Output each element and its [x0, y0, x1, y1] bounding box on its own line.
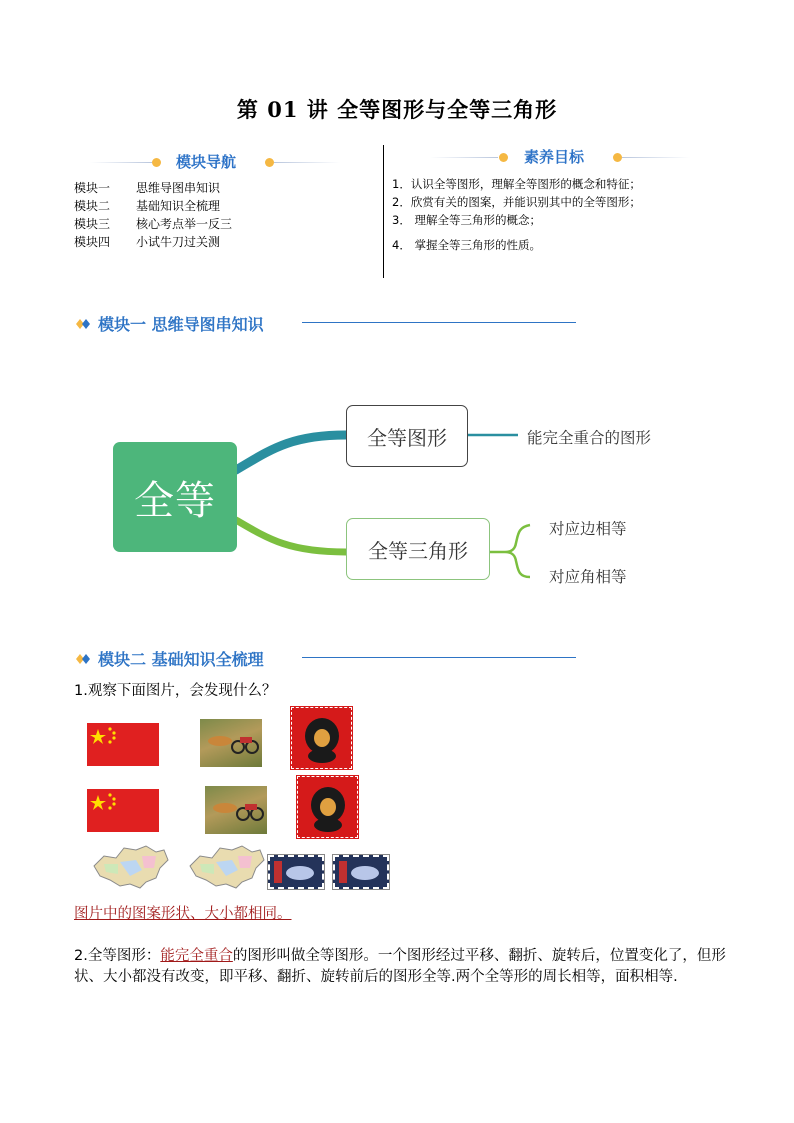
china-map-image — [90, 842, 170, 890]
nav-item-key: 模块一 — [74, 181, 111, 195]
diamond-icon — [76, 318, 92, 330]
nav-item[interactable] — [74, 233, 232, 251]
nav-item-text: 思维导图串知识 — [136, 181, 221, 195]
question-1-answer: 图片中的图案形状、大小都相同。 — [74, 906, 292, 922]
nav-item-key: 模块四 — [74, 235, 111, 249]
mindmap-branch1-label: 全等图形 — [367, 425, 447, 450]
motorcycle-icon — [200, 719, 262, 767]
diamond-icon — [76, 653, 92, 665]
question-1: 1.观察下面图片，会发现什么？ — [74, 683, 277, 699]
nav-item-text: 基础知识全梳理 — [136, 199, 221, 213]
tiger-stamp-icon — [270, 857, 322, 887]
motorcycle-icon — [205, 786, 267, 834]
nav-item[interactable] — [74, 179, 232, 197]
module1-rule — [302, 322, 576, 323]
mindmap-branch2 — [346, 518, 490, 580]
goal-item: 4． 掌握全等三角形的性质。 — [392, 238, 541, 252]
mindmap-root — [113, 442, 237, 552]
paragraph-2 — [74, 946, 734, 988]
nav-heading: 模块导航 — [176, 153, 237, 171]
module2-rule — [302, 657, 576, 658]
flag-image — [87, 789, 159, 832]
nav-item-key: 模块三 — [74, 217, 111, 231]
nav-right-dot — [265, 158, 274, 167]
goals-left-line — [430, 157, 498, 158]
nav-left-dot — [152, 158, 161, 167]
goals-heading: 素养目标 — [524, 148, 585, 166]
nav-item-text: 小试牛刀过关测 — [136, 235, 221, 249]
goals-right-line — [622, 157, 690, 158]
monkey-icon — [298, 777, 357, 837]
nav-item-text: 核心考点举一反三 — [136, 217, 233, 231]
mindmap-branch2-leaf2: 对应角相等 — [549, 568, 627, 586]
flag-image — [87, 723, 159, 766]
star-icon — [87, 789, 159, 832]
mindmap-branch2-label: 全等三角形 — [368, 538, 468, 563]
goal-item: 3． 理解全等三角形的概念； — [392, 213, 541, 227]
nav-item-key: 模块二 — [74, 199, 111, 213]
monkey-icon — [292, 708, 351, 768]
goals-left-dot — [499, 153, 508, 162]
nav-left-line — [90, 162, 152, 163]
tiger-stamp-icon — [335, 857, 387, 887]
module2-title: 模块二 基础知识全梳理 — [98, 650, 264, 669]
goal-item: 2．欣赏有关的图案，并能识别其中的全等图形； — [392, 195, 641, 209]
mindmap-branch1 — [346, 405, 468, 467]
page-title: 第 01 讲 全等图形与全等三角形 — [236, 97, 558, 122]
star-icon — [87, 723, 159, 766]
mindmap-branch1-leaf: 能完全重合的图形 — [527, 429, 652, 447]
monkey-stamp — [291, 707, 352, 769]
mindmap-root-label: 全等 — [134, 477, 216, 524]
nav-right-line — [274, 162, 340, 163]
paragraph-2-rest: 的图形叫做全等图形。一个图形经过平移、翻折、旋转后，位置变化了，但形状、大小都没有改变，即平移、翻折、旋转前后的图形全等.两个全等形的周长相等，面积相等. — [74, 948, 726, 985]
motorcycle-photo — [205, 786, 267, 834]
mindmap-branch2-leaf1: 对应边相等 — [549, 520, 627, 538]
nav-list — [74, 179, 232, 251]
paragraph-2-prefix: 2.全等图形： — [74, 948, 161, 964]
module1-title: 模块一 思维导图串知识 — [98, 315, 264, 334]
paragraph-2-highlight: 能完全重合 — [160, 948, 233, 964]
stamp-image — [268, 855, 324, 889]
column-divider — [383, 145, 384, 278]
goals-right-dot — [613, 153, 622, 162]
china-map-image — [186, 842, 266, 890]
nav-item[interactable] — [74, 215, 232, 233]
nav-item[interactable] — [74, 197, 232, 215]
monkey-stamp — [297, 776, 358, 838]
stamp-image — [333, 855, 389, 889]
motorcycle-photo — [200, 719, 262, 767]
goal-item: 1．认识全等图形，理解全等图形的概念和特征； — [392, 177, 641, 191]
